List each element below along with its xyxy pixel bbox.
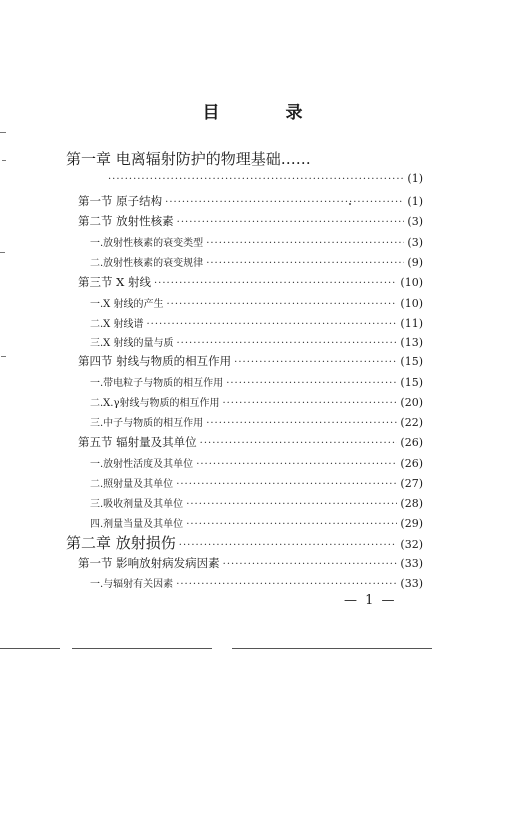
toc-chapter-1-leader <box>108 172 423 185</box>
toc-chapter-1 <box>66 148 423 169</box>
toc-chapter-2 <box>66 532 423 553</box>
scan-speck <box>349 203 351 205</box>
toc-chapter-label: 第二章 放射损伤 <box>66 534 176 552</box>
toc-entry-label: 一.放射性核素的衰变类型 <box>90 238 204 249</box>
toc-entry <box>90 334 423 349</box>
dot-leader <box>206 258 404 269</box>
toc-entry <box>78 193 423 209</box>
toc-page-number: (1) <box>407 172 423 185</box>
dot-leader <box>200 438 398 449</box>
dot-leader <box>179 540 398 551</box>
toc-page-number: (11) <box>400 317 423 330</box>
toc-page-number: (10) <box>400 297 423 310</box>
dot-leader <box>166 299 397 310</box>
scan-line <box>232 648 432 649</box>
toc-page-number: (26) <box>400 436 423 449</box>
page-title: 目 录 <box>202 103 333 123</box>
page-number-footer: — 1 — <box>344 593 397 608</box>
dot-leader <box>165 197 404 208</box>
toc-page-number: (32) <box>400 538 423 551</box>
dot-leader <box>206 418 397 429</box>
toc-entry <box>78 555 423 571</box>
scan-speck <box>0 132 6 133</box>
dot-leader <box>196 459 397 470</box>
toc-page-number: (33) <box>400 557 423 570</box>
toc-entry-label: 第五节 辐射量及其单位 <box>78 435 197 449</box>
toc-entry-label: 三.中子与物质的相互作用 <box>90 418 204 429</box>
toc-entry <box>78 274 423 290</box>
toc-entry-label: 一.与辐射有关因素 <box>90 579 174 590</box>
toc-entry <box>90 455 423 470</box>
toc-entry-label: 第一节 原子结构 <box>78 194 163 208</box>
toc-entry-label: 第三节 X 射线 <box>78 275 151 289</box>
scan-speck <box>1 356 6 357</box>
toc-entry <box>90 234 423 249</box>
toc-page-number: (22) <box>400 416 423 429</box>
toc-entry-label: 第二节 放射性核素 <box>78 214 174 228</box>
toc-page-number: (15) <box>400 355 423 368</box>
dot-leader <box>176 479 397 490</box>
toc-entry <box>90 515 423 530</box>
toc-entry-label: 一.带电粒子与物质的相互作用 <box>90 378 224 389</box>
scan-speck <box>2 160 6 161</box>
toc-page-number: (3) <box>407 236 423 249</box>
toc-page-number: (33) <box>400 577 423 590</box>
toc-entry <box>90 315 423 330</box>
toc-page-number: (13) <box>400 336 423 349</box>
toc-entry-label: 二.X 射线谱 <box>90 319 144 330</box>
dot-leader <box>222 398 397 409</box>
toc-entry <box>90 295 423 310</box>
scan-line <box>0 648 60 649</box>
dot-leader <box>177 217 405 228</box>
dot-leader <box>146 319 397 330</box>
toc-page-number: (10) <box>400 276 423 289</box>
toc-entry-label: 二.照射量及其单位 <box>90 479 174 490</box>
dot-leader <box>186 499 397 510</box>
scan-line <box>72 648 212 649</box>
dot-leader <box>176 338 397 349</box>
toc-entry <box>78 434 423 450</box>
dot-leader <box>176 579 397 590</box>
toc-entry <box>90 575 423 590</box>
toc-entry <box>90 495 423 510</box>
toc-entry-label: 第一节 影响放射病发病因素 <box>78 556 220 570</box>
toc-entry-label: 二.X.γ射线与物质的相互作用 <box>90 398 220 409</box>
toc-page-number: (20) <box>400 396 423 409</box>
toc-page-number: (28) <box>400 497 423 510</box>
toc-page-number: (3) <box>407 215 423 228</box>
toc-page-number: (9) <box>407 256 423 269</box>
scan-speck <box>0 252 5 253</box>
toc-entry-label: 第四节 射线与物质的相互作用 <box>78 354 232 368</box>
toc-page-number: (29) <box>400 517 423 530</box>
dot-leader <box>223 559 398 570</box>
dot-leader <box>226 378 397 389</box>
dot-leader <box>108 174 404 185</box>
toc-entry <box>90 394 423 409</box>
toc-entry-label: 四.剂量当量及其单位 <box>90 519 184 530</box>
toc-entry-label: 三.吸收剂量及其单位 <box>90 499 184 510</box>
toc-page-number: (27) <box>400 477 423 490</box>
toc-entry <box>90 374 423 389</box>
toc-entry-label: 三.X 射线的量与质 <box>90 338 174 349</box>
toc-entry <box>78 213 423 229</box>
dot-leader <box>206 238 404 249</box>
toc-entry <box>90 414 423 429</box>
toc-entry-label: 二.放射性核素的衰变规律 <box>90 258 204 269</box>
dot-leader <box>186 519 397 530</box>
toc-entry <box>78 353 423 369</box>
toc-entry <box>90 475 423 490</box>
toc-page-number: (15) <box>400 376 423 389</box>
toc-page-number: (26) <box>400 457 423 470</box>
toc-entry <box>90 254 423 269</box>
dot-leader <box>154 278 397 289</box>
toc-entry-label: 一.放射性活度及其单位 <box>90 459 194 470</box>
toc-page-number: (1) <box>407 195 423 208</box>
toc-chapter-label: 第一章 电离辐射防护的物理基础…… <box>66 150 311 168</box>
dot-leader <box>234 357 397 368</box>
toc-entry-label: 一.X 射线的产生 <box>90 299 164 310</box>
